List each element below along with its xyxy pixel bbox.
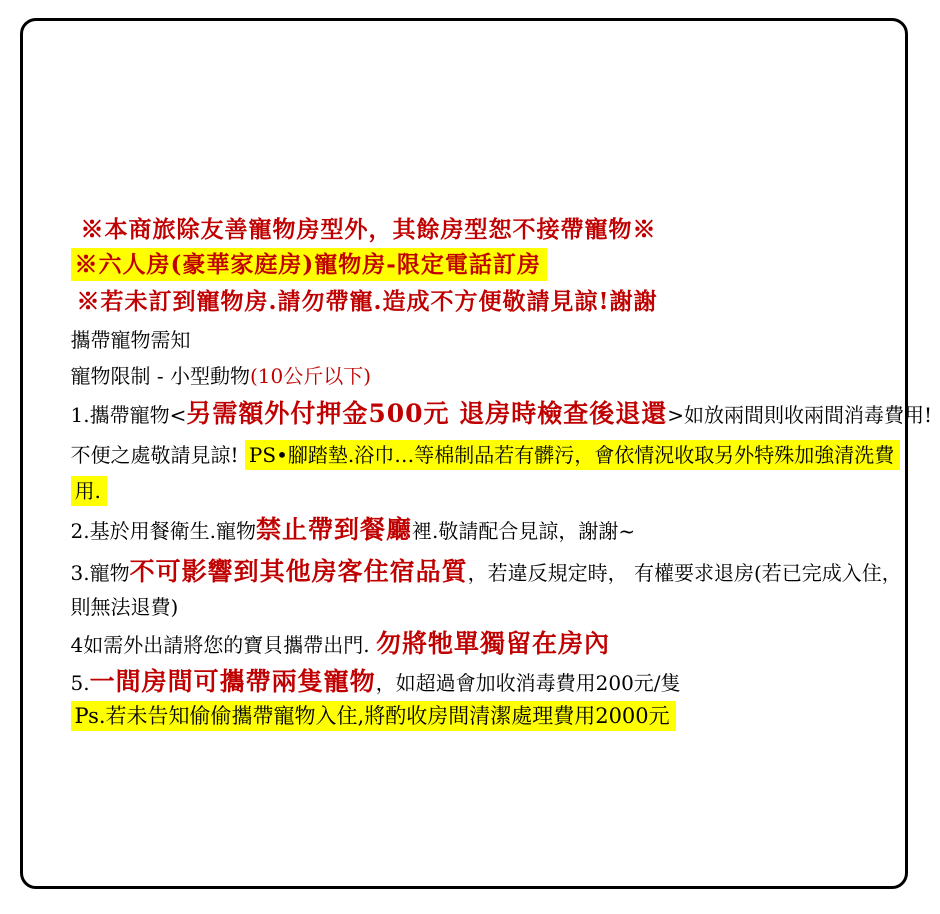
rule3-prefix: 3.寵物 [70, 561, 130, 586]
rule3-suffix: ，若違反規定時， 有權要求退房(若已完成入住， [467, 561, 902, 586]
restriction-label: 寵物限制 - 小型動物 [70, 364, 250, 389]
banner-text-no-pets: ※本商旅除友善寵物房型外，其餘房型恕不接帶寵物※ [80, 216, 657, 244]
rule3-emphasis-no-disturb: 不可影響到其他房客住宿品質 [129, 557, 468, 587]
rule5-emphasis-two-pets: 一間房間可攜帶兩隻寵物 [89, 667, 376, 697]
rule4-prefix: 4如需外出請將您的寶貝攜帶出門. [70, 633, 376, 658]
banner-text-no-room-no-pet: ※若未訂到寵物房.請勿帶寵.造成不方便敬請見諒!謝謝 [76, 288, 658, 316]
rule4-emphasis-no-leave-alone: 勿將牠單獨留在房內 [375, 629, 610, 659]
rule5-suffix: ，如超過會加收消毒費用200元/隻 [375, 671, 681, 696]
rule3-wrap-no-refund: 則無法退費) [70, 595, 179, 620]
rule1-ps-highlight-2: 用. [71, 476, 107, 506]
rule2-emphasis-no-restaurant: 禁止帶到餐廳 [255, 515, 412, 545]
rule1-prefix: 1.攜帶寵物< [70, 403, 187, 428]
rule5-prefix: 5. [70, 671, 90, 696]
ps-note-row [40, 686, 676, 747]
ps-note-sneak-fee: Ps.若未告知偷偷攜帶寵物入住,將酌收房間清潔處理費用2000元 [71, 701, 676, 731]
rule1-deposit-emphasis: 另需額外付押金500元 退房時檢查後退還 [186, 399, 668, 429]
rule2-prefix: 2.基於用餐衛生.寵物 [70, 519, 256, 544]
rule1-ps-highlight-1: PS•腳踏墊.浴巾…等棉制品若有髒污，會依情況收取另外特殊加強清洗費 [245, 440, 900, 470]
banner-text-pet-room-phone-booking: ※六人房(豪華家庭房)寵物房-限定電話訂房 [71, 248, 547, 281]
restriction-limit: (10公斤以下) [250, 364, 372, 389]
rule1-suffix: >如放兩間則收兩間消毒費用! [667, 403, 933, 428]
section-title: 攜帶寵物需知 [70, 328, 191, 353]
rule1-line-b [40, 426, 900, 486]
rule1-apology: 不便之處敬請見諒! [70, 443, 245, 468]
rule2-suffix: 裡.敬請配合見諒，謝謝~ [411, 519, 636, 544]
